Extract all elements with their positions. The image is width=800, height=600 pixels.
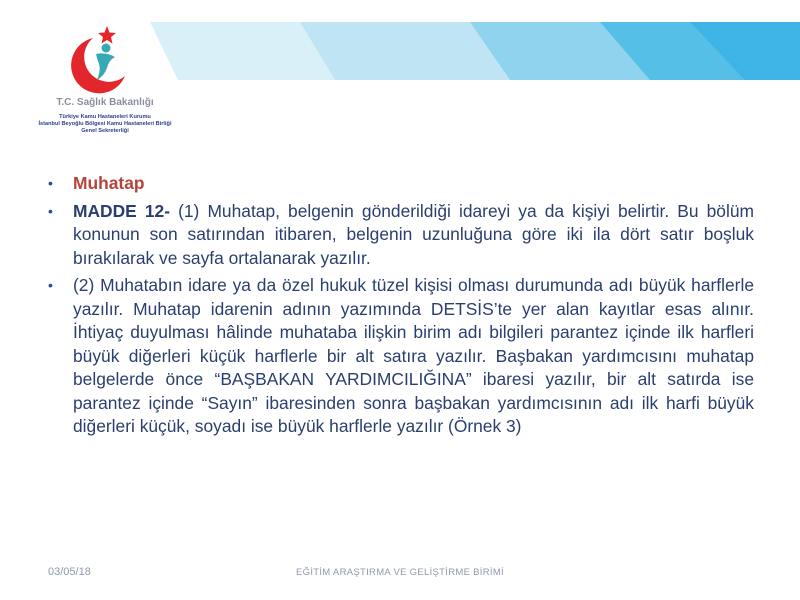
footer-date: 03/05/18 (48, 566, 91, 578)
bullet-paragraph-2 (48, 274, 754, 439)
paragraph-text: (2) Muhatabın idare ya da özel hukuk tüzel kişisi olması durumunda adı büyük harflerle yazılır. Muhatap idarenin adının yazımında DETSİS’te yer alan kayıtlar esas alınır. İhtiyaç duyulması hâlinde muhataba ilişkin birim adı bilgileri parantez içinde ilk harfleri büyük diğerleri küçük harflerle bir alt satıra yazılır. Başbakan yardımcısını muhatap belgelerde önce “BAŞBAKAN YARDIMCILIĞINA” ibaresi yazılır, bir alt satırda ise parantez içinde “Sayın” ibaresinden sonra başbakan yardımcısının adı ilk harfi büyük diğerleri küçük, soyadı ise büyük harflerle yazılır (Örnek 3) (73, 275, 754, 436)
slide-content (48, 172, 754, 443)
bullet-heading (48, 172, 754, 196)
crescent-star-logo-icon (63, 24, 135, 96)
ministry-logo (15, 22, 195, 142)
section-heading: Muhatap (73, 173, 145, 193)
bullet-icon: • (48, 175, 53, 191)
footer-unit-name: EĞİTİM ARAŞTIRMA VE GELİŞTİRME BİRİMİ (296, 567, 504, 578)
article-text: (1) Muhatap, belgenin gönderildiği idareyi ya da kişiyi belirtir. Bu bölüm konunun son satırından itibaren, belgenin uzunluğuna göre iki ila dört satır boşluk bırakılarak ve sayfa ortalanarak yazılır. (73, 200, 755, 268)
article-label: MADDE 12- (73, 200, 170, 221)
org-line-2: İstanbul Beyoğlu Bölgesi Kamu Hastaneleri Birliği (38, 121, 172, 127)
bullet-article-12 (48, 200, 754, 271)
bullet-icon: • (48, 202, 53, 219)
bullet-icon: • (48, 277, 53, 293)
org-line-1: Türkiye Kamu Hastaneleri Kurumu (59, 114, 151, 120)
org-title: T.C. Sağlık Bakanlığı (56, 97, 154, 108)
org-line-3: Genel Sekreterliği (81, 128, 129, 134)
